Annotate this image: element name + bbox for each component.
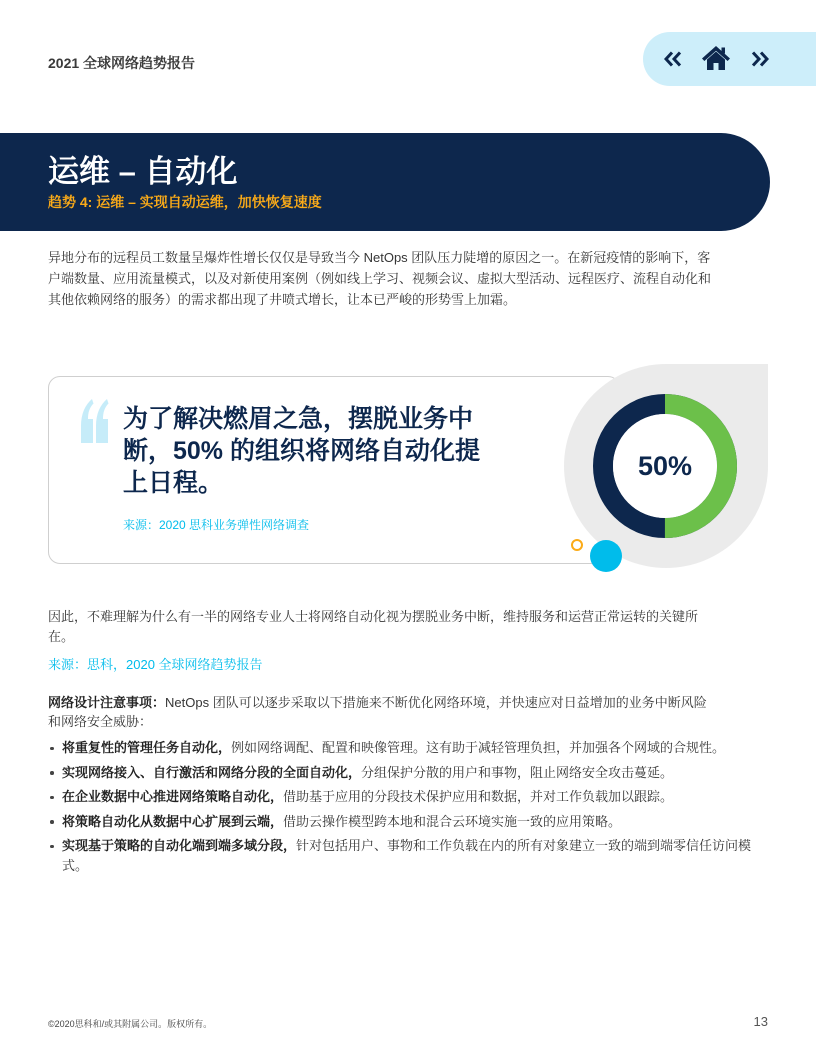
previous-page-button[interactable] [664,51,682,67]
bullet-dot [50,771,54,775]
list-item [48,836,752,876]
copyright-notice: ©2020思科和/或其附属公司。版权所有。 [48,1019,213,1029]
double-chevron-left-icon [664,51,682,67]
bullet-dot [50,820,54,824]
list-item [48,812,752,832]
section-banner [0,133,770,231]
bullet-dot [50,796,54,800]
list-item [48,763,752,783]
considerations-lead: 网络设计注意事项： [48,695,166,710]
list-item [48,738,752,758]
double-chevron-right-icon [751,51,769,67]
intro-line: 异地分布的远程员工数量呈爆炸性增长仅仅是导致当今 NetOps 团队压力陡增的原因之一。在新冠疫情的影响下，客 [48,250,711,265]
next-page-button[interactable] [751,51,769,67]
quote-card [48,376,620,564]
body-line: 在。 [48,629,75,644]
page-number: 13 [753,1014,768,1029]
home-button[interactable] [702,46,730,70]
intro-line: 户端数量、应用流量模式，以及对新使用案例（例如线上学习、视频会议、虚拟大型活动、远程医疗、流程自动化和 [48,271,712,286]
section-title: 运维 – 自动化 [48,154,238,189]
decorative-dot [590,540,622,572]
body-line: 因此，不难理解为什么有一半的网络专业人士将网络自动化视为摆脱业务中断，维持服务和运营正常运转的关键所 [48,609,699,624]
quote-line: 上日程。 [123,469,224,497]
decorative-ring [571,539,583,551]
list-item-lead: 将重复性的管理任务自动化， [62,740,232,755]
body-paragraph [48,607,698,647]
list-item-lead: 实现网络接入、自行激活和网络分段的全面自动化， [62,764,362,780]
quote-line: 为了解决燃眉之急，摆脱业务中 [123,405,474,433]
percentage-donut-chart [593,394,737,538]
list-item-text: 分组保护分散的用户和事物，阻止网络安全攻击蔓延。 [361,764,674,780]
list-item-text: 借助云操作模型跨本地和混合云环境实施一致的应用策略。 [283,813,622,829]
list-item-lead: 实现基于策略的自动化端到端多域分段， [62,838,297,853]
quotation-mark-icon [81,399,109,443]
body-source: 来源：思科，2020 全球网络趋势报告 [48,657,263,672]
design-considerations [48,693,707,731]
quote-line: 断，50% 的组织将网络自动化提 [123,437,480,465]
bullet-dot [50,747,54,751]
intro-line: 其他依赖网络的服务）的需求都出现了井喷式增长，让本已严峻的形势雪上加霜。 [48,292,517,307]
measures-list [48,738,752,881]
pull-quote [123,403,480,499]
considerations-line: 和网络安全威胁： [48,714,153,729]
donut-percentage-label: 50% [637,451,693,481]
trend-subtitle: 趋势 4: 运维 – 实现自动运维，加快恢复速度 [48,194,322,210]
list-item-text: 例如网络调配、配置和映像管理。这有助于减轻管理负担，并加强各个网域的合规性。 [231,740,726,755]
list-item [48,787,752,807]
intro-paragraph [48,247,711,310]
list-item-lead: 在企业数据中心推进网络策略自动化， [62,789,284,804]
list-item-text: 借助基于应用的分段技术保护应用和数据，并对工作负载加以跟踪。 [283,789,674,804]
list-item-text: 针对包括用户、事物和工作负载在内的所有对象建立一致的端到端零信任访问模式。 [62,838,752,873]
bullet-dot [50,845,54,849]
report-title: 2021 全球网络趋势报告 [48,55,196,71]
considerations-text: NetOps 团队可以逐步采取以下措施来不断优化网络环境，并快速应对日益增加的业务中断风险 [165,695,707,710]
page-navigation [643,32,816,86]
home-icon [702,46,730,70]
quote-source: 来源：2020 思科业务弹性网络调查 [123,518,310,532]
list-item-lead: 将策略自动化从数据中心扩展到云端， [62,813,284,829]
considerations-line [48,693,707,712]
